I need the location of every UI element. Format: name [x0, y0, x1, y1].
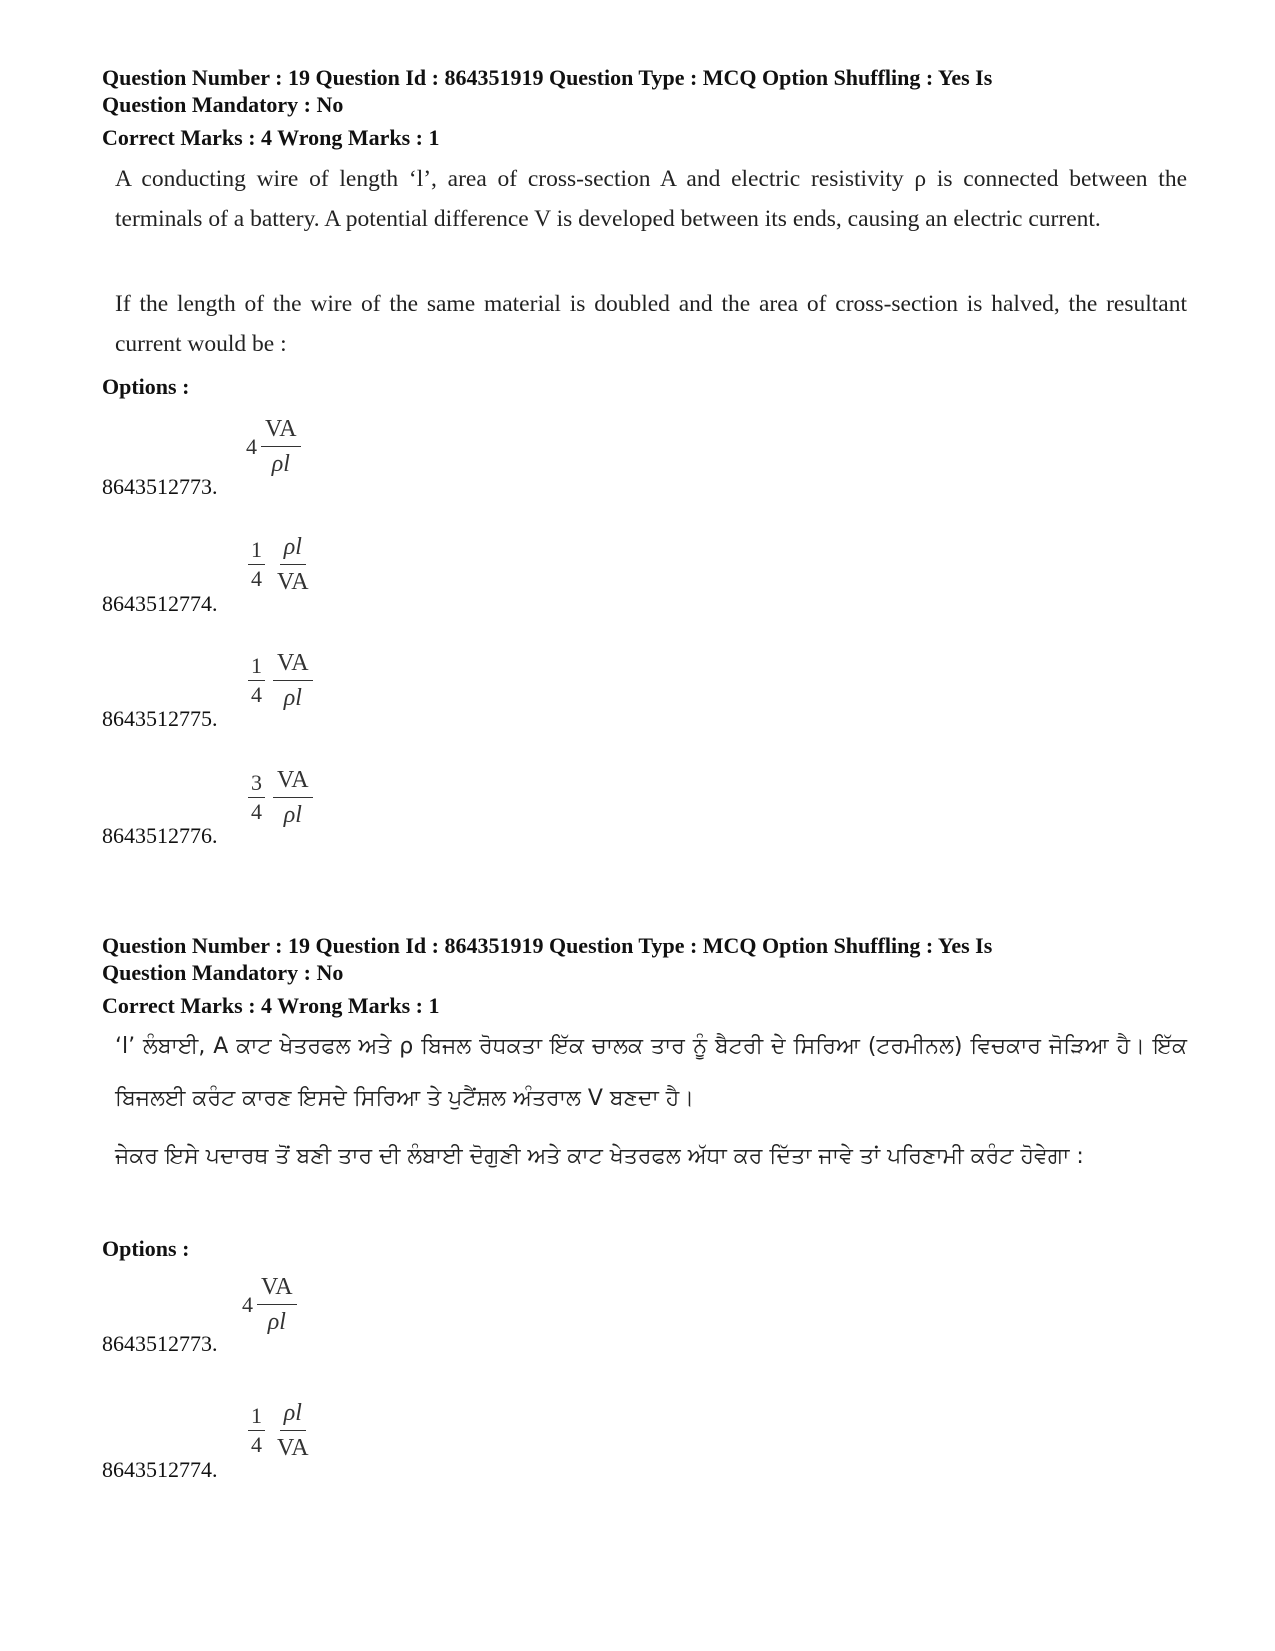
option-id[interactable]: 8643512774.: [102, 1457, 218, 1482]
question-text-para2: ਜੇਕਰ ਇਸੇ ਪਦਾਰਥ ਤੋਂ ਬਣੀ ਤਾਰ ਦੀ ਲੰਬਾਈ ਦੋਗੁਣੀ ਅਤੇ ਕਾਟ ਖੇਤਰਫਲ ਅੱਧਾ ਕਰ ਦਿੱਤਾ ਜਾਵੇ ਤਾਂ ਪਰਿਣਾਮੀ ਕਰੰਟ ਹੋਵੇਗਾ :: [115, 1144, 1084, 1169]
fraction-denominator: VA: [277, 1435, 309, 1461]
fraction-denominator: VA: [277, 569, 309, 595]
option-formula: [244, 532, 317, 597]
coefficient-numerator: 1: [248, 536, 265, 565]
options-label: Options :: [102, 374, 190, 399]
option-formula: [246, 414, 305, 479]
formula-coefficient: 4: [246, 433, 257, 459]
formula-fraction: [273, 532, 313, 597]
coefficient-denominator: 4: [251, 799, 262, 824]
option-id[interactable]: 8643512776.: [102, 823, 218, 848]
formula-fraction: [273, 765, 313, 830]
coefficient-numerator: 1: [248, 652, 265, 681]
coefficient-denominator: 4: [251, 1432, 262, 1457]
question-header-line2: Question Mandatory : No: [102, 960, 344, 985]
fraction-denominator: ρl: [271, 451, 290, 477]
formula-coefficient-fraction: [248, 769, 265, 826]
formula-fraction: [261, 414, 301, 479]
formula-coefficient-fraction: [248, 1402, 265, 1459]
coefficient-denominator: 4: [251, 566, 262, 591]
question-text-para1: ‘l’ ਲੰਬਾਈ, A ਕਾਟ ਖੇਤਰਫਲ ਅਤੇ ρ ਬਿਜਲ ਰੋਧਕਤਾ ਇੱਕ ਚਾਲਕ ਤਾਰ ਨੂੰ ਬੈਟਰੀ ਦੇ ਸਿਰਿਆ (ਟਰਮੀਨਲ) ਵਿਚਕਾਰ ਜੋੜਿਆ ਹੈ। ਇੱਕ ਬਿਜਲਈ ਕਰੰਟ ਕਾਰਣ ਇਸਦੇ ਸਿਰਿਆ ਤੇ ਪੁਟੈਂਸ਼ਲ ਅੰਤਰਾਲ V ਬਣਦਾ ਹੈ।: [115, 1034, 1187, 1111]
question-header-line2: Question Mandatory : No: [102, 92, 344, 117]
fraction-denominator: ρl: [267, 1309, 286, 1335]
formula-coefficient-fraction: [248, 652, 265, 709]
fraction-numerator: ρl: [280, 532, 306, 565]
option-id[interactable]: 8643512773.: [102, 474, 218, 499]
options-label: Options :: [102, 1236, 190, 1261]
coefficient-numerator: 1: [248, 1402, 265, 1431]
option-id[interactable]: 8643512773.: [102, 1331, 218, 1356]
option-formula: [244, 1398, 317, 1463]
coefficient-numerator: 3: [248, 769, 265, 798]
question-marks: Correct Marks : 4 Wrong Marks : 1: [102, 125, 440, 150]
fraction-numerator: ρl: [280, 1398, 306, 1431]
option-formula: [242, 1272, 301, 1337]
question-marks: Correct Marks : 4 Wrong Marks : 1: [102, 993, 440, 1018]
fraction-numerator: VA: [261, 414, 301, 447]
question-header-line1: Question Number : 19 Question Id : 864351919 Question Type : MCQ Option Shuffling : Yes Is: [102, 65, 993, 90]
question-text-para1: A conducting wire of length ‘l’, area of cross-section A and electric resistivity ρ is connected between the terminals of a battery. A potential difference V is developed between its ends, causing an electric current.: [115, 166, 1187, 232]
fraction-numerator: VA: [273, 765, 313, 798]
option-id[interactable]: 8643512774.: [102, 591, 218, 616]
question-header-line1: Question Number : 19 Question Id : 864351919 Question Type : MCQ Option Shuffling : Yes Is: [102, 933, 993, 958]
fraction-denominator: ρl: [283, 685, 302, 711]
option-formula: [244, 765, 317, 830]
option-id[interactable]: 8643512775.: [102, 706, 218, 731]
fraction-numerator: VA: [257, 1272, 297, 1305]
formula-coefficient: 4: [242, 1291, 253, 1317]
formula-coefficient-fraction: [248, 536, 265, 593]
fraction-numerator: VA: [273, 648, 313, 681]
formula-fraction: [273, 1398, 313, 1463]
formula-fraction: [273, 648, 313, 713]
question-text-para2: If the length of the wire of the same material is doubled and the area of cross-section is halved, the resultant current would be :: [115, 291, 1187, 357]
fraction-denominator: ρl: [283, 802, 302, 828]
coefficient-denominator: 4: [251, 682, 262, 707]
option-formula: [244, 648, 317, 713]
formula-fraction: [257, 1272, 297, 1337]
